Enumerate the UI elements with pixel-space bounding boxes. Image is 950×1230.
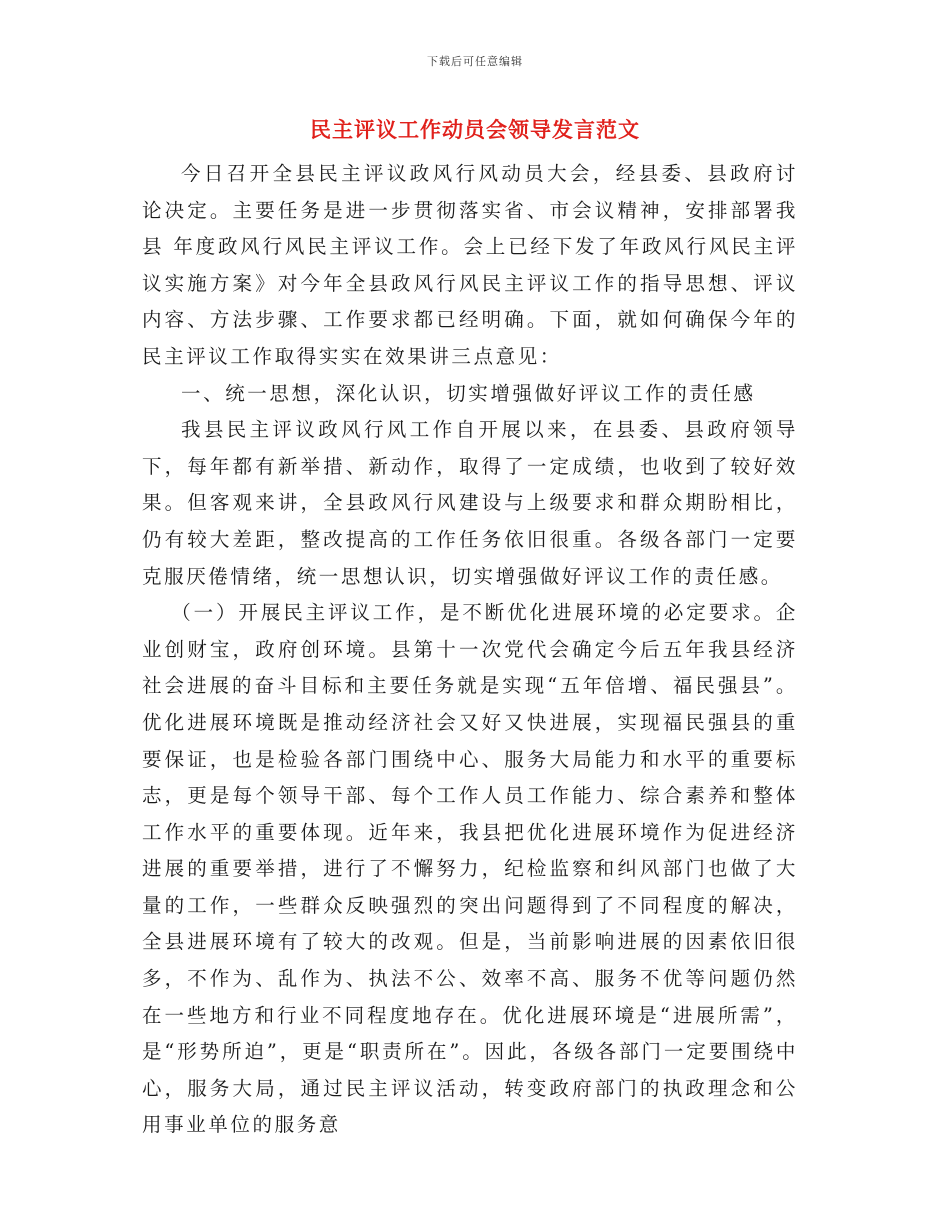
subsection-1-paragraph: （一）开展民主评议工作，是不断优化进展环境的必定要求。企业创财宝，政府创环境。县第十一次党代会确定今后五年我县经济社会进展的奋斗目标和主要任务就是实现“五年倍增、福民强县”。优化进展环境既是推动经济社会又好又快进展，实现福民强县的重要保证，也是检验各部门围绕中心、服务大局能力和水平的重要标志，更是每个领导干部、每个工作人员工作能力、综合素养和整体工作水平的重要体现。近年来，我县把优化进展环境作为促进经济进展的重要举措，进行了不懈努力，纪检监察和纠风部门也做了大量的工作，一些群众反映强烈的突出问题得到了不同程度的解决，全县进展环境有了较大的改观。但是，当前影响进展的因素依旧很多，不作为、乱作为、执法不公、效率不高、服务不优等问题仍然在一些地方和行业不同程度地存在。优化进展环境是“进展所需”，是“形势所迫”，更是“职责所在”。因此，各级各部门一定要围绕中心，服务大局，通过民主评议活动，转变政府部门的执政理念和公用事业单位的服务意 <box>142 601 798 1137</box>
document-body <box>142 156 798 1144</box>
intro-paragraph: 今日召开全县民主评议政风行风动员大会，经县委、县政府讨论决定。主要任务是进一步贯彻落实省、市会议精神，安排部署我县 年度政风行风民主评议工作。会上已经下发了年政风行风民主评议实施方案》对今年全县政风行风民主评议工作的指导思想、评议内容、方法步骤、工作要求都已经明确。下面，就如何确保今年的民主评议工作取得实实在效果讲三点意见： <box>142 162 798 368</box>
section-heading-1: 一、统一思想，深化认识，切实增强做好评议工作的责任感 <box>181 381 756 405</box>
header-note: 下载后可任意编辑 <box>427 55 523 68</box>
section-1-paragraph: 我县民主评议政风行风工作自开展以来，在县委、县政府领导下，每年都有新举措、新动作，取得了一定成绩，也收到了较好效果。但客观来讲，全县政风行风建设与上级要求和群众期盼相比，仍有较大差距，整改提高的工作任务依旧很重。各级各部门一定要克服厌倦情绪，统一思想认识，切实增强做好评议工作的责任感。 <box>142 418 798 588</box>
document-title: 民主评议工作动员会领导发言范文 <box>310 117 640 142</box>
